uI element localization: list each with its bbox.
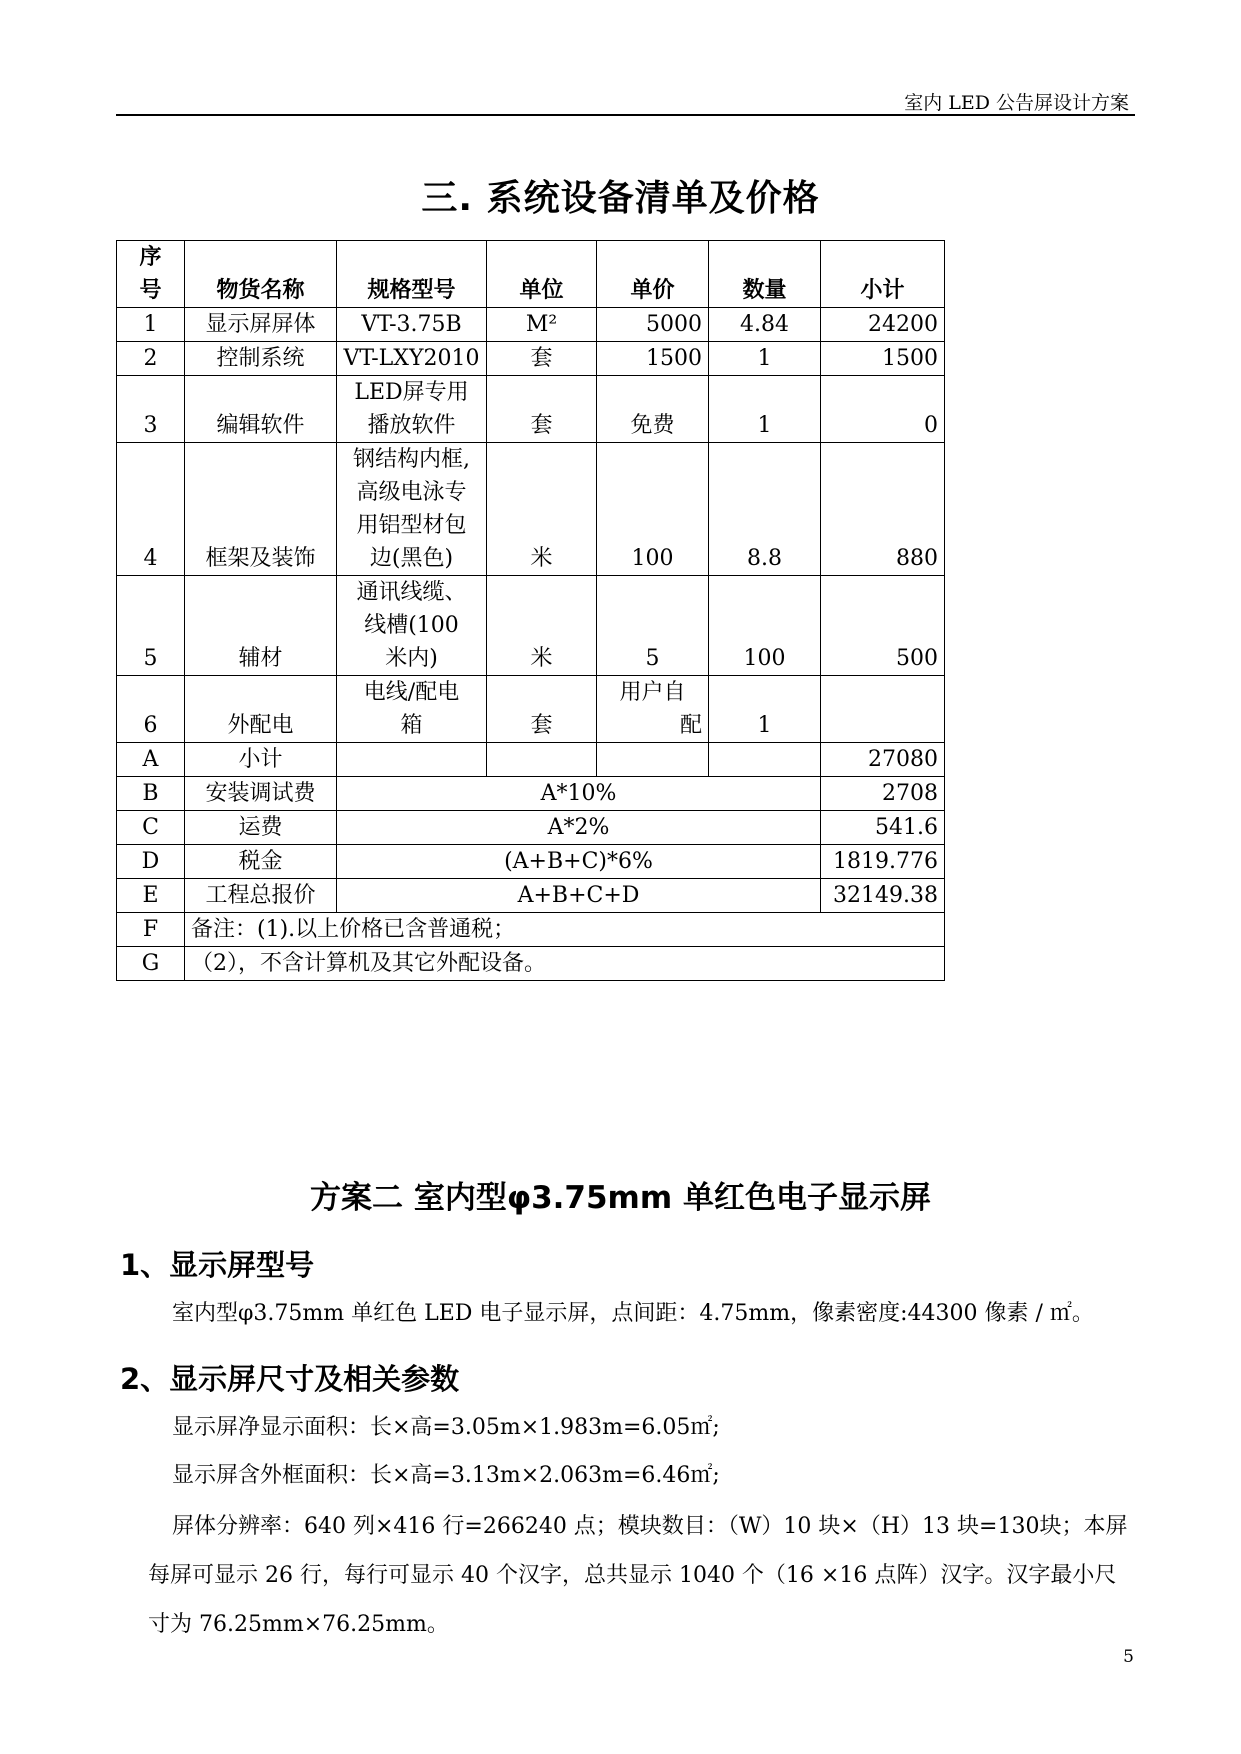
- cell-spec: [337, 376, 487, 443]
- cell-price-line: 用户自: [619, 680, 686, 705]
- cell-name: 框架及装饰: [185, 443, 337, 576]
- cell-qty: 4.84: [709, 308, 821, 342]
- cell-price: 免费: [597, 376, 709, 443]
- frame-area-text: 显示屏含外框面积：长×高=3.13m×2.063m=6.46㎡;: [172, 1463, 720, 1488]
- header-rule: [116, 114, 1135, 116]
- cell-name: 辅材: [185, 576, 337, 676]
- cell-no: 3: [117, 376, 185, 443]
- section-title: 三. 系统设备清单及价格: [421, 178, 820, 219]
- cell-value: 32149.38: [821, 879, 945, 913]
- cell-name: 外配电: [185, 676, 337, 743]
- cell-name: 小计: [185, 743, 337, 777]
- cell-unit: 套: [487, 676, 597, 743]
- cell-unit: 套: [487, 342, 597, 376]
- summary-row: [117, 845, 945, 879]
- cell-no: B: [117, 777, 185, 811]
- header-no-line1: 序: [139, 245, 162, 270]
- cell-note: 备注：(1).以上价格已含普通税；: [185, 913, 945, 947]
- cell-no: 2: [117, 342, 185, 376]
- cell-empty: [487, 743, 597, 777]
- cell-no: 1: [117, 308, 185, 342]
- cell-qty: 8.8: [709, 443, 821, 576]
- cell-spec-line: 箱: [400, 713, 423, 738]
- table-row: [117, 676, 945, 743]
- cell-spec: [337, 443, 487, 576]
- cell-spec-line: 通讯线缆、: [356, 580, 467, 605]
- cell-spec-line: 用铝型材包: [356, 513, 467, 538]
- scheme-title: 方案二 室内型φ3.75mm 单红色电子显示屏: [310, 1180, 931, 1216]
- cell-price: 1500: [597, 342, 709, 376]
- table-row: [117, 376, 945, 443]
- cell-no: D: [117, 845, 185, 879]
- cell-spec-line: 电线/配电: [363, 680, 460, 705]
- cell-name: 安装调试费: [185, 777, 337, 811]
- header-no-line2: 号: [139, 278, 162, 303]
- section-heading-size: 2、显示屏尺寸及相关参数: [120, 1362, 460, 1396]
- header-spec: 规格型号: [337, 241, 487, 308]
- cell-formula: A*10%: [337, 777, 821, 811]
- cell-value: 27080: [821, 743, 945, 777]
- cell-unit: 套: [487, 376, 597, 443]
- summary-row: [117, 811, 945, 845]
- cell-spec: [337, 676, 487, 743]
- cell-subtotal: 500: [821, 576, 945, 676]
- cell-no: A: [117, 743, 185, 777]
- cell-formula: (A+B+C)*6%: [337, 845, 821, 879]
- net-area-text: 显示屏净显示面积：长×高=3.05m×1.983m=6.05㎡;: [172, 1415, 720, 1440]
- cell-empty: [709, 743, 821, 777]
- cell-name: 工程总报价: [185, 879, 337, 913]
- note-row: [117, 913, 945, 947]
- cell-spec-line: 高级电泳专: [356, 480, 467, 505]
- cell-spec-line: 播放软件: [367, 413, 456, 438]
- cell-value: 1819.776: [821, 845, 945, 879]
- header-no: [117, 241, 185, 308]
- cell-spec-line: 线槽(100: [364, 613, 459, 638]
- cell-qty: 1: [709, 676, 821, 743]
- header-unit: 单位: [487, 241, 597, 308]
- cell-value: 541.6: [821, 811, 945, 845]
- cell-price: 100: [597, 443, 709, 576]
- cell-subtotal: 1500: [821, 342, 945, 376]
- table-row: [117, 342, 945, 376]
- cell-qty: 1: [709, 376, 821, 443]
- header-subtotal: 小计: [821, 241, 945, 308]
- cell-spec-line: 钢结构内框,: [353, 447, 470, 472]
- note-row: [117, 947, 945, 981]
- cell-spec-line: 边(黑色): [369, 546, 454, 571]
- cell-no: C: [117, 811, 185, 845]
- model-text: 室内型φ3.75mm 单红色 LED 电子显示屏，点间距：4.75mm，像素密度:44300 像素 / ㎡。: [172, 1301, 1094, 1326]
- cell-no: 4: [117, 443, 185, 576]
- cell-name: 显示屏屏体: [185, 308, 337, 342]
- cell-subtotal: 24200: [821, 308, 945, 342]
- cell-formula: A*2%: [337, 811, 821, 845]
- header-name: 物货名称: [185, 241, 337, 308]
- cell-name: 税金: [185, 845, 337, 879]
- header-price: 单价: [597, 241, 709, 308]
- cell-qty: 100: [709, 576, 821, 676]
- cell-price: 5: [597, 576, 709, 676]
- cell-spec: [337, 576, 487, 676]
- cell-price-line: 配: [679, 713, 702, 738]
- cell-spec-line: LED屏专用: [354, 380, 469, 405]
- summary-row: [117, 743, 945, 777]
- equipment-price-table: [116, 240, 945, 981]
- cell-spec: VT-LXY2010: [337, 342, 487, 376]
- cell-no: G: [117, 947, 185, 981]
- cell-subtotal: 0: [821, 376, 945, 443]
- cell-no: F: [117, 913, 185, 947]
- table-row: [117, 308, 945, 342]
- cell-unit: 米: [487, 443, 597, 576]
- cell-name: 控制系统: [185, 342, 337, 376]
- running-header: 室内 LED 公告屏设计方案: [904, 92, 1129, 114]
- cell-empty: [597, 743, 709, 777]
- cell-no: E: [117, 879, 185, 913]
- resolution-paragraph: [148, 1502, 1133, 1649]
- cell-name: 编辑软件: [185, 376, 337, 443]
- table-header-row: [117, 241, 945, 308]
- summary-row: [117, 879, 945, 913]
- cell-price: 5000: [597, 308, 709, 342]
- cell-value: 2708: [821, 777, 945, 811]
- cell-price: [597, 676, 709, 743]
- section-heading-model: 1、显示屏型号: [120, 1248, 315, 1282]
- cell-no: 6: [117, 676, 185, 743]
- cell-subtotal: 880: [821, 443, 945, 576]
- cell-no: 5: [117, 576, 185, 676]
- table-row: [117, 443, 945, 576]
- cell-qty: 1: [709, 342, 821, 376]
- summary-row: [117, 777, 945, 811]
- cell-unit: 米: [487, 576, 597, 676]
- header-qty: 数量: [709, 241, 821, 308]
- cell-unit: M²: [487, 308, 597, 342]
- cell-spec-line: 米内): [385, 646, 438, 671]
- cell-formula: A+B+C+D: [337, 879, 821, 913]
- resolution-text: 屏体分辨率：640 列×416 行=266240 点；模块数目：（W）10 块×（H）13 块=130块；本屏每屏可显示 26 行，每行可显示 40 个汉字，总共显示 1040 个（16 ×16 点阵）汉字。汉字最小尺寸为 76.25mm×76.25mm。: [148, 1514, 1128, 1637]
- cell-spec: VT-3.75B: [337, 308, 487, 342]
- cell-subtotal: [821, 676, 945, 743]
- cell-note: （2），不含计算机及其它外配设备。: [185, 947, 945, 981]
- cell-empty: [337, 743, 487, 777]
- cell-name: 运费: [185, 811, 337, 845]
- table-row: [117, 576, 945, 676]
- page-number: 5: [1123, 1647, 1134, 1667]
